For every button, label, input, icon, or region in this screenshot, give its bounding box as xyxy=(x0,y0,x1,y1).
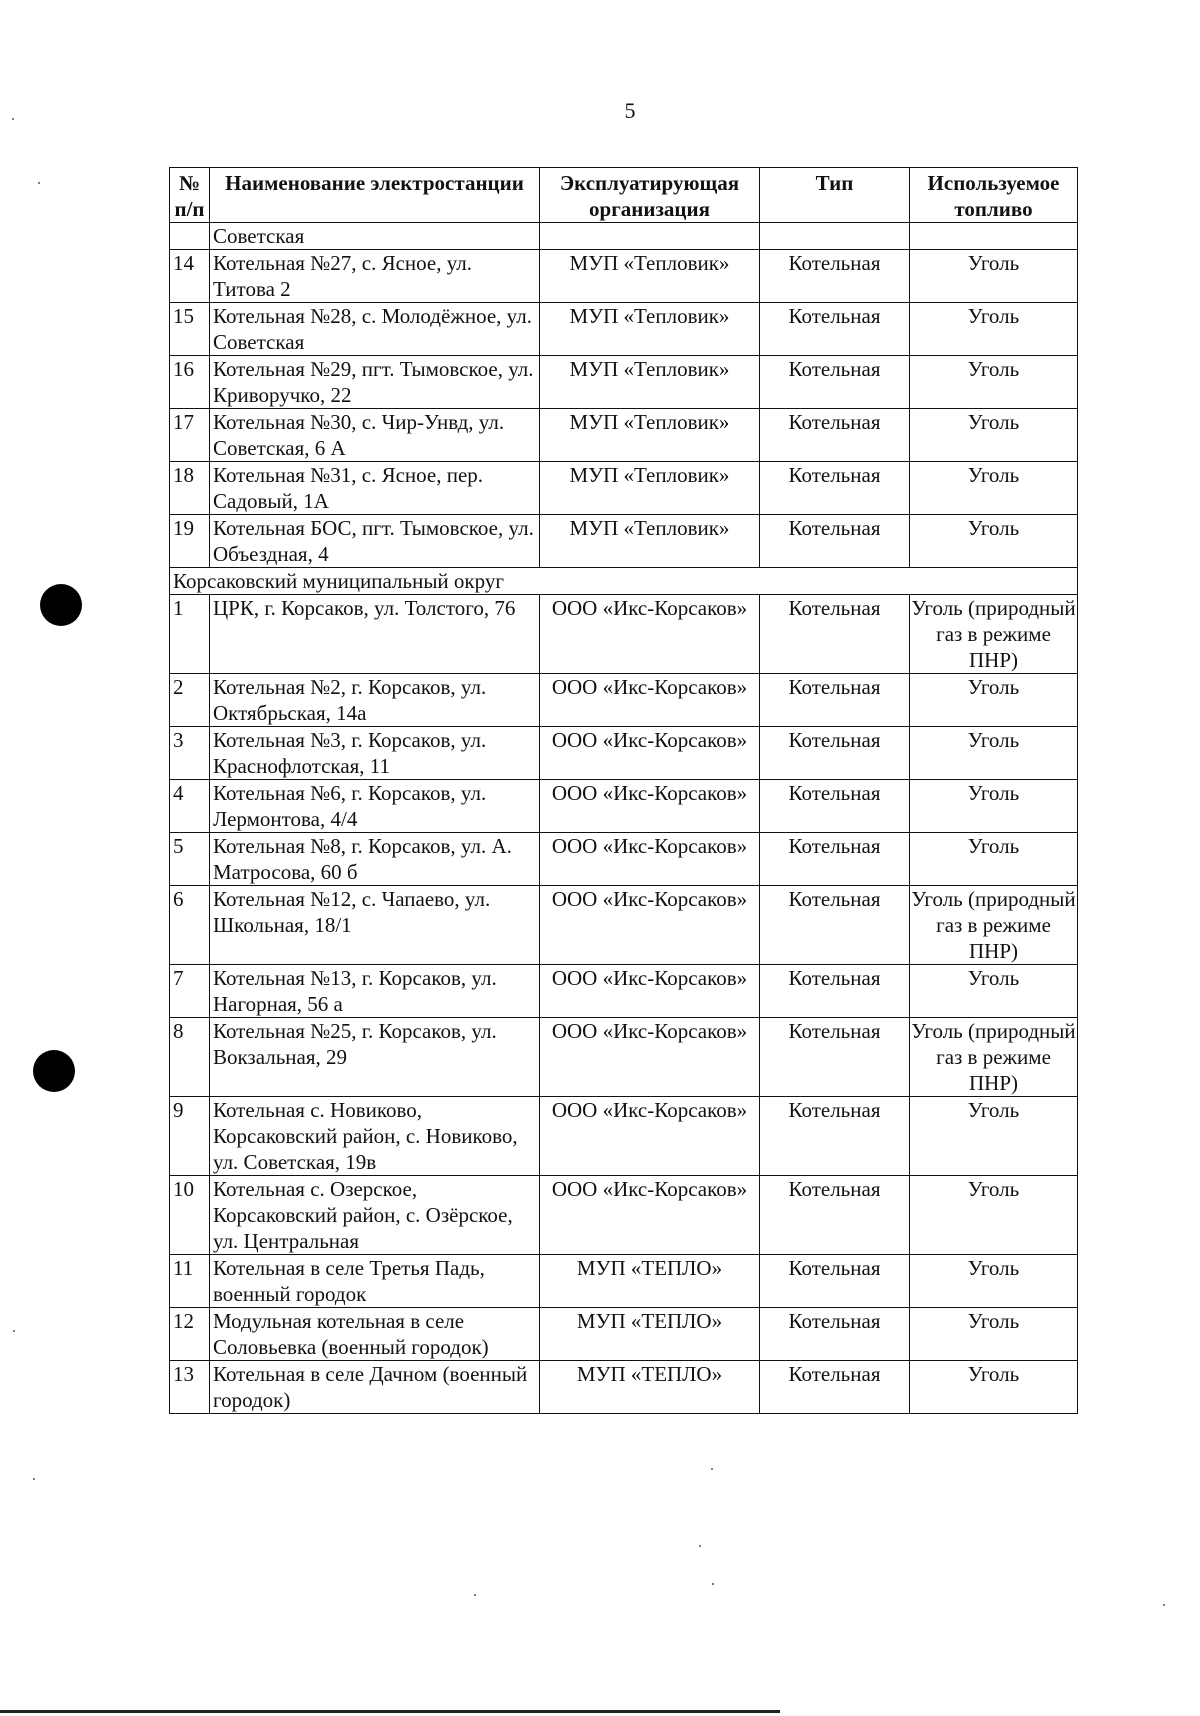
scan-speck xyxy=(699,1545,701,1547)
header-organization: Эксплуатирующая организация xyxy=(540,168,760,223)
row-number: 11 xyxy=(170,1255,210,1308)
row-number: 12 xyxy=(170,1308,210,1361)
table-row xyxy=(170,356,1078,409)
plant-name: Котельная №2, г. Корсаков, ул. Октябрьская, 14а xyxy=(210,674,540,727)
plant-type: Котельная xyxy=(760,1018,910,1097)
header-number: № п/п xyxy=(170,168,210,223)
plant-name: Котельная №8, г. Корсаков, ул. А. Матросова, 60 б xyxy=(210,833,540,886)
operator-org: ООО «Икс-Корсаков» xyxy=(540,965,760,1018)
plant-name: Котельная №30, с. Чир-Унвд, ул. Советская, 6 А xyxy=(210,409,540,462)
scan-speck xyxy=(474,1594,476,1596)
operator-org: МУП «Тепловик» xyxy=(540,462,760,515)
header-fuel: Используемое топливо xyxy=(910,168,1078,223)
row-number: 17 xyxy=(170,409,210,462)
plant-name: Котельная №3, г. Корсаков, ул. Краснофлотская, 11 xyxy=(210,727,540,780)
plant-name: Котельная №13, г. Корсаков, ул. Нагорная, 56 а xyxy=(210,965,540,1018)
scan-speck xyxy=(12,118,14,120)
plant-type: Котельная xyxy=(760,965,910,1018)
operator-org: ООО «Икс-Корсаков» xyxy=(540,1176,760,1255)
fuel-type: Уголь xyxy=(910,965,1078,1018)
operator-org: ООО «Икс-Корсаков» xyxy=(540,727,760,780)
row-number: 3 xyxy=(170,727,210,780)
operator-org: МУП «Тепловик» xyxy=(540,515,760,568)
table-body xyxy=(170,223,1078,1414)
row-number: 4 xyxy=(170,780,210,833)
scan-speck xyxy=(13,1330,15,1332)
plant-type: Котельная xyxy=(760,886,910,965)
table-row xyxy=(170,595,1078,674)
scan-edge xyxy=(0,1710,780,1713)
plant-type: Котельная xyxy=(760,515,910,568)
table-row xyxy=(170,515,1078,568)
row-number: 9 xyxy=(170,1097,210,1176)
scan-speck xyxy=(38,182,40,184)
page-number: 5 xyxy=(624,98,636,123)
operator-org: ООО «Икс-Корсаков» xyxy=(540,595,760,674)
plant-name: Котельная с. Новиково, Корсаковский район, с. Новиково, ул. Советская, 19в xyxy=(210,1097,540,1176)
fuel-type: Уголь (природный газ в режиме ПНР) xyxy=(911,887,1076,963)
plant-type: Котельная xyxy=(760,833,910,886)
row-number: 2 xyxy=(170,674,210,727)
table-row xyxy=(170,1018,1078,1097)
operator-org: МУП «ТЕПЛО» xyxy=(540,1308,760,1361)
operator-org: ООО «Икс-Корсаков» xyxy=(540,1018,760,1097)
fuel-type: Уголь xyxy=(910,356,1078,409)
table-row xyxy=(170,1097,1078,1176)
row-number: 5 xyxy=(170,833,210,886)
plant-type xyxy=(760,223,910,250)
fuel-type: Уголь xyxy=(910,462,1078,515)
plant-type: Котельная xyxy=(760,462,910,515)
punch-hole xyxy=(40,584,82,626)
operator-org: МУП «ТЕПЛО» xyxy=(540,1361,760,1414)
row-number: 7 xyxy=(170,965,210,1018)
table-row xyxy=(170,780,1078,833)
table-row xyxy=(170,965,1078,1018)
table-row xyxy=(170,674,1078,727)
plant-type: Котельная xyxy=(760,1097,910,1176)
table-row xyxy=(170,886,1078,965)
fuel-type: Уголь xyxy=(910,1097,1078,1176)
fuel-type: Уголь xyxy=(910,1176,1078,1255)
table-row xyxy=(170,1255,1078,1308)
operator-org: МУП «Тепловик» xyxy=(540,356,760,409)
plant-name: Котельная №29, пгт. Тымовское, ул. Криворучко, 22 xyxy=(210,356,540,409)
plant-name: Советская xyxy=(210,223,540,250)
plant-type: Котельная xyxy=(760,1176,910,1255)
fuel-type: Уголь xyxy=(910,1361,1078,1414)
fuel-type: Уголь (природный газ в режиме ПНР) xyxy=(911,596,1076,672)
fuel-type: Уголь xyxy=(910,674,1078,727)
row-number: 14 xyxy=(170,250,210,303)
plant-name: Котельная в селе Дачном (военный городок) xyxy=(210,1361,540,1414)
plant-type: Котельная xyxy=(760,356,910,409)
table-row xyxy=(170,727,1078,780)
fuel-type: Уголь xyxy=(910,1255,1078,1308)
fuel-type: Уголь xyxy=(910,250,1078,303)
row-number: 16 xyxy=(170,356,210,409)
header-name: Наименование электростанции xyxy=(210,168,540,223)
table-row xyxy=(170,1361,1078,1414)
power-plants-table xyxy=(169,167,1078,1414)
plant-name: Котельная БОС, пгт. Тымовское, ул. Объездная, 4 xyxy=(210,515,540,568)
operator-org: ООО «Икс-Корсаков» xyxy=(540,886,760,965)
plant-type: Котельная xyxy=(760,674,910,727)
row-number: 8 xyxy=(170,1018,210,1097)
table-row xyxy=(170,250,1078,303)
fuel-type: Уголь xyxy=(910,780,1078,833)
row-number: 1 xyxy=(170,595,210,674)
plant-name: Котельная №12, с. Чапаево, ул. Школьная, 18/1 xyxy=(210,886,540,965)
operator-org: ООО «Икс-Корсаков» xyxy=(540,1097,760,1176)
operator-org xyxy=(540,223,760,250)
section-row xyxy=(170,568,1078,595)
table-row xyxy=(170,223,1078,250)
plant-name: Котельная №27, с. Ясное, ул. Титова 2 xyxy=(210,250,540,303)
header-type: Тип xyxy=(760,168,910,223)
fuel-type: Уголь xyxy=(910,1308,1078,1361)
row-number: 15 xyxy=(170,303,210,356)
plant-type: Котельная xyxy=(760,780,910,833)
table-row xyxy=(170,462,1078,515)
plant-type: Котельная xyxy=(760,1255,910,1308)
table-row xyxy=(170,1176,1078,1255)
table-header-row xyxy=(170,168,1078,223)
fuel-type xyxy=(910,223,1078,250)
row-number: 18 xyxy=(170,462,210,515)
scan-speck xyxy=(711,1468,713,1470)
row-number: 19 xyxy=(170,515,210,568)
plant-type: Котельная xyxy=(760,303,910,356)
scan-speck xyxy=(33,1478,35,1480)
plant-name: Котельная №25, г. Корсаков, ул. Вокзальная, 29 xyxy=(210,1018,540,1097)
table-row xyxy=(170,409,1078,462)
row-number: 6 xyxy=(170,886,210,965)
fuel-type: Уголь xyxy=(910,833,1078,886)
table-row xyxy=(170,833,1078,886)
fuel-type: Уголь (природный газ в режиме ПНР) xyxy=(911,1019,1076,1095)
plant-type: Котельная xyxy=(760,1308,910,1361)
operator-org: ООО «Икс-Корсаков» xyxy=(540,780,760,833)
fuel-type: Уголь xyxy=(910,515,1078,568)
operator-org: МУП «Тепловик» xyxy=(540,409,760,462)
plant-name: Котельная №28, с. Молодёжное, ул. Советская xyxy=(210,303,540,356)
fuel-type: Уголь xyxy=(910,727,1078,780)
plant-name: ЦРК, г. Корсаков, ул. Толстого, 76 xyxy=(210,595,540,674)
operator-org: МУП «ТЕПЛО» xyxy=(540,1255,760,1308)
plant-name: Котельная №31, с. Ясное, пер. Садовый, 1А xyxy=(210,462,540,515)
operator-org: МУП «Тепловик» xyxy=(540,303,760,356)
table-row xyxy=(170,1308,1078,1361)
plant-name: Котельная в селе Третья Падь, военный городок xyxy=(210,1255,540,1308)
operator-org: ООО «Икс-Корсаков» xyxy=(540,674,760,727)
plant-type: Котельная xyxy=(760,727,910,780)
fuel-type: Уголь xyxy=(910,303,1078,356)
plant-type: Котельная xyxy=(760,1361,910,1414)
section-title: Корсаковский муниципальный округ xyxy=(170,568,1078,595)
row-number: 13 xyxy=(170,1361,210,1414)
operator-org: МУП «Тепловик» xyxy=(540,250,760,303)
table-row xyxy=(170,303,1078,356)
plant-name: Модульная котельная в селе Соловьевка (военный городок) xyxy=(210,1308,540,1361)
punch-hole xyxy=(33,1050,75,1092)
operator-org: ООО «Икс-Корсаков» xyxy=(540,833,760,886)
plant-name: Котельная с. Озерское, Корсаковский район, с. Озёрское, ул. Центральная xyxy=(210,1176,540,1255)
row-number: 10 xyxy=(170,1176,210,1255)
scan-speck xyxy=(1163,1604,1165,1606)
row-number xyxy=(170,223,210,250)
scan-speck xyxy=(712,1583,714,1585)
plant-type: Котельная xyxy=(760,595,910,674)
plant-type: Котельная xyxy=(760,250,910,303)
plant-type: Котельная xyxy=(760,409,910,462)
fuel-type: Уголь xyxy=(910,409,1078,462)
plant-name: Котельная №6, г. Корсаков, ул. Лермонтова, 4/4 xyxy=(210,780,540,833)
